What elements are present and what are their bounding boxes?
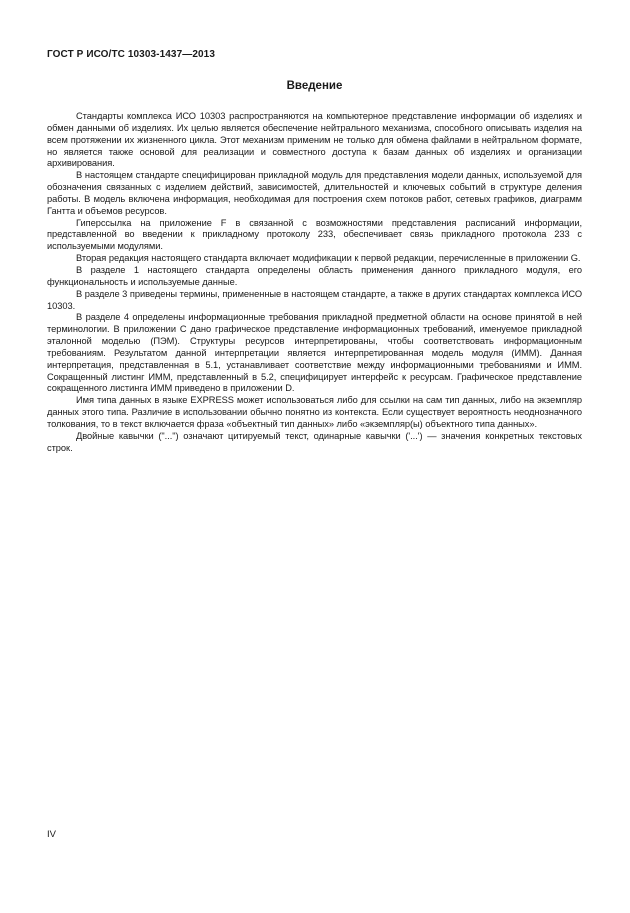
paragraph: Двойные кавычки ("...") означают цитируемый текст, одинарные кавычки ('...') — значения конкретных текстовых строк. (47, 430, 582, 453)
paragraph: В разделе 1 настоящего стандарта определены область применения данного прикладного модуля, его функциональность и используемые данные. (47, 264, 582, 287)
paragraph: В настоящем стандарте специфицирован прикладной модуль для представления модели данных, используемой для обозначения связанных с изделием действий, зависимостей, длительностей и ключевых событий в структуре деления работы. В модель включена информация, необходимая для построения схем потоков работ, сетевых графиков, диаграмм Гантта и объемов ресурсов. (47, 170, 582, 216)
paragraph: Имя типа данных в языке EXPRESS может использоваться либо для ссылки на сам тип данных, либо на экземпляр данных этого типа. Различие в использовании обычно понятно из контекста. Если существует вероятность неоднозначного толкования, то в текст включается фраза «объектный тип данных» либо «экземпляр(ы) объектного типа данных». (47, 395, 582, 429)
paragraph: Вторая редакция настоящего стандарта включает модификации к первой редакции, перечисленные в приложении G. (76, 253, 581, 264)
section-title: Введение (286, 80, 343, 92)
paragraph: Гиперссылка на приложение F в связанной с возможностями представления расписаний информации, представленной во введении к прикладному протоколу 233, обеспечивает связь прикладного протокола 233 с используемыми модулями. (47, 217, 582, 252)
body-text (47, 111, 582, 454)
paragraph: Стандарты комплекса ИСО 10303 распространяются на компьютерное представление информации об изделиях и обмен данными об изделиях. Их целью является обеспечение нейтрального механизма, способного описывать изделия на всем протяжении их жизненного цикла. Этот механизм применим не только для обмена файлами в нейтральном формате, но является также основой для реализации и совместного доступа к базам данных об изделиях и организации архивирования. (47, 111, 582, 169)
page-header-standard-id: ГОСТ Р ИСО/ТС 10303-1437—2013 (47, 49, 215, 60)
page-number: IV (47, 829, 56, 840)
paragraph: В разделе 4 определены информационные требования прикладной предметной области на основе принятой в ней терминологии. В приложении С дано графическое представление информационных требований, именуемое прикладной эталонной моделью (ПЭМ). Структуры ресурсов интерпретированы, чтобы соответствовать информационным требованиям. Результатом данной интерпретации является интерпретированная модель модуля (ИММ). Данная интерпретация, представленная в 5.1, устанавливает соответствие между информационными требованиями и ИММ. Сокращенный листинг ИММ, представленный в 5.2, специфицирует интерфейс к ресурсам. Графическое представление сокращенного листинга ИММ приведено в приложении D. (47, 312, 582, 394)
paragraph: В разделе 3 приведены термины, примененные в настоящем стандарте, а также в других стандартах комплекса ИСО 10303. (47, 288, 582, 311)
